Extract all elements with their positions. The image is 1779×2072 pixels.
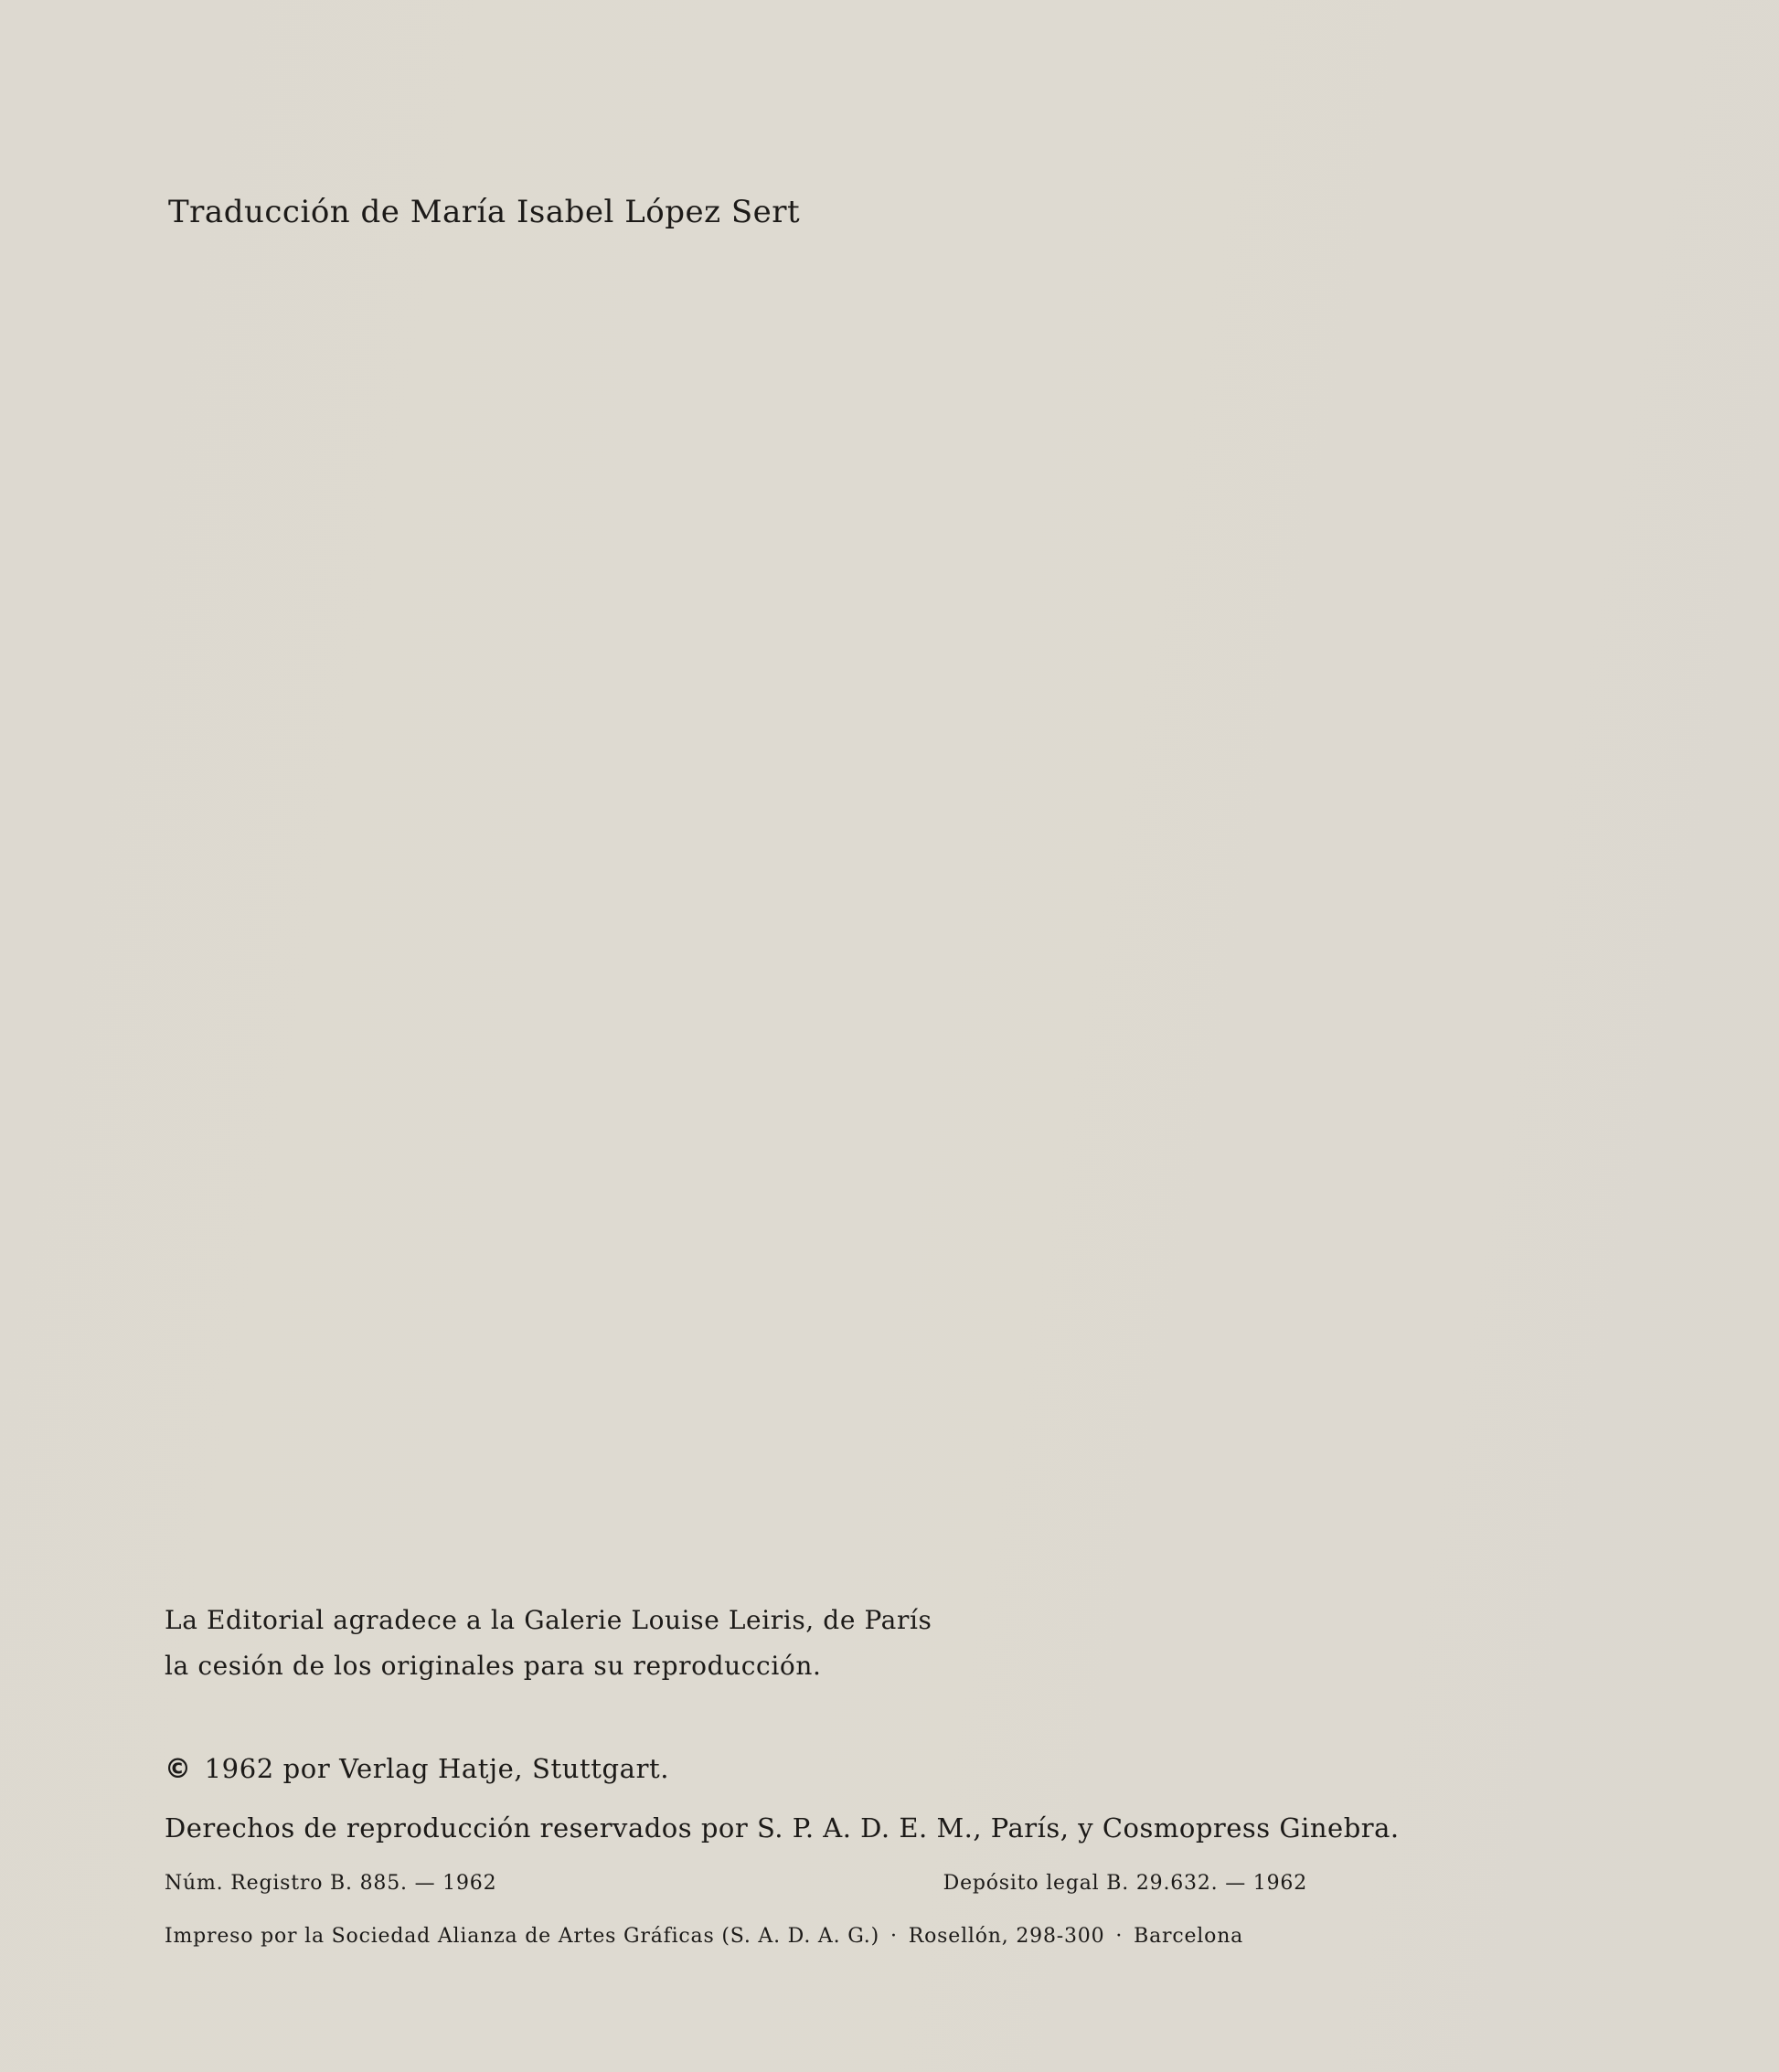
separator-dot: ·: [1115, 1925, 1124, 1948]
printer-city: Barcelona: [1134, 1925, 1244, 1948]
copyright-icon: ©: [165, 1753, 192, 1784]
printer-address: Rosellón, 298-300: [908, 1925, 1105, 1948]
translator-credit: Traducción de María Isabel López Sert: [168, 194, 801, 230]
acknowledgement-block: [165, 1598, 932, 1689]
registry-row: [165, 1872, 1307, 1895]
legal-deposit: Depósito legal B. 29.632. — 1962: [943, 1872, 1307, 1895]
separator-dot: ·: [890, 1925, 898, 1948]
registry-number: Núm. Registro B. 885. — 1962: [165, 1872, 497, 1895]
reproduction-rights: Derechos de reproducción reservados por S. P. A. D. E. M., París, y Cosmopress Ginebra.: [165, 1812, 1400, 1844]
printer-imprint: [165, 1925, 1307, 1948]
acknowledgement-line-1: La Editorial agradece a la Galerie Louise Leiris, de París: [165, 1605, 932, 1635]
copyright-text: 1962 por Verlag Hatje, Stuttgart.: [204, 1753, 670, 1784]
copyright-notice: [165, 1753, 669, 1784]
printer-name: Impreso por la Sociedad Alianza de Artes Gráficas (S. A. D. A. G.): [165, 1925, 879, 1948]
acknowledgement-line-2: la cesión de los originales para su reproducción.: [165, 1651, 822, 1681]
